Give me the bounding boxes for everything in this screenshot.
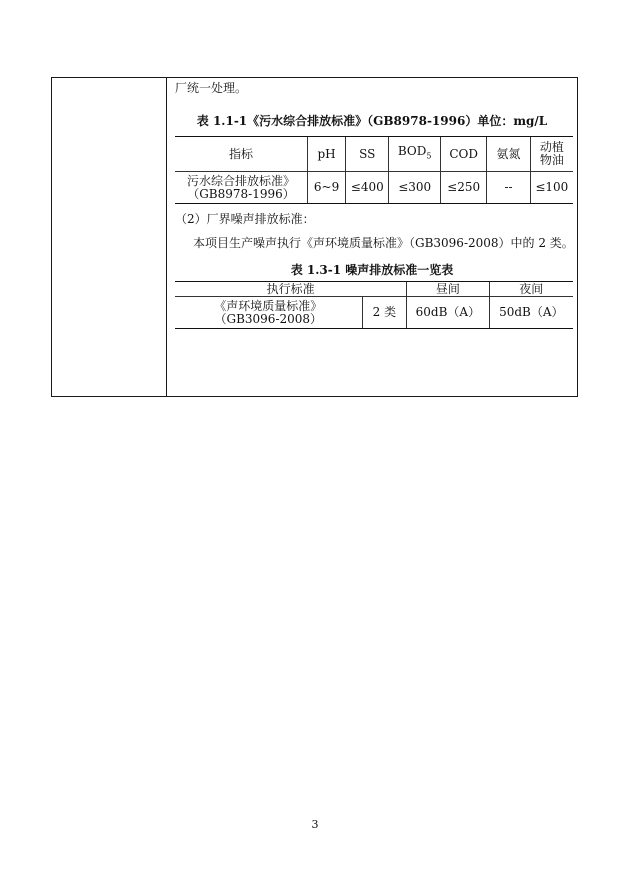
row-ph: 6~9 [307,172,345,204]
header-ss: SS [346,137,389,172]
row-ss: ≤400 [346,172,389,204]
header-oil [530,137,573,172]
header-night: 夜间 [489,282,573,297]
header-cod: COD [440,137,486,172]
section2-body: 本项目生产噪声执行《声环境质量标准》（GB3096-2008）中的 2 类。 [193,236,574,250]
row-standard-line1: 污水综合排放标准》 [186,173,295,188]
continuation-text: 厂统一处理。 [175,81,248,95]
row-standard [175,297,362,329]
header-standard: 执行标准 [175,282,407,297]
page-number: 3 [311,818,319,831]
table-header-row [175,137,573,172]
table-row [175,172,573,204]
header-ph: pH [307,137,345,172]
table1-caption: 表 1.1-1《污水综合排放标准》（GB8978-1996）单位：mg/L [196,114,548,128]
wastewater-standard-table [175,136,573,204]
row-standard [175,172,307,204]
section2-heading: （2）厂界噪声排放标准： [175,212,315,226]
row-night: 50dB（A） [489,297,573,329]
header-oil-line1: 动植 [539,140,564,154]
row-standard-line2: （GB8978-1996） [187,186,295,201]
header-ammonia: 氨氮 [487,137,530,172]
header-day: 昼间 [407,282,489,297]
row-oil: ≤100 [530,172,573,204]
row-cod: ≤250 [440,172,486,204]
table-header-row [175,282,573,297]
row-bod: ≤300 [389,172,441,204]
content-frame [51,77,578,397]
noise-standard-table [175,281,573,329]
table2-caption: 表 1.3-1 噪声排放标准一览表 [290,263,454,277]
header-bod-sub: 5 [426,151,432,161]
row-ammonia: -- [487,172,530,204]
row-class: 2 类 [362,297,407,329]
row-day: 60dB（A） [407,297,489,329]
label-column [52,78,167,396]
header-bod-main: BOD [397,144,427,159]
table-row [175,297,573,329]
row-standard-line1: 《声环境质量标准》 [214,298,323,313]
row-standard-line2: （GB3096-2008） [214,311,323,326]
header-bod [389,137,441,172]
header-oil-line2: 物油 [539,153,564,167]
content-column [167,78,577,396]
header-indicator: 指标 [175,137,307,172]
